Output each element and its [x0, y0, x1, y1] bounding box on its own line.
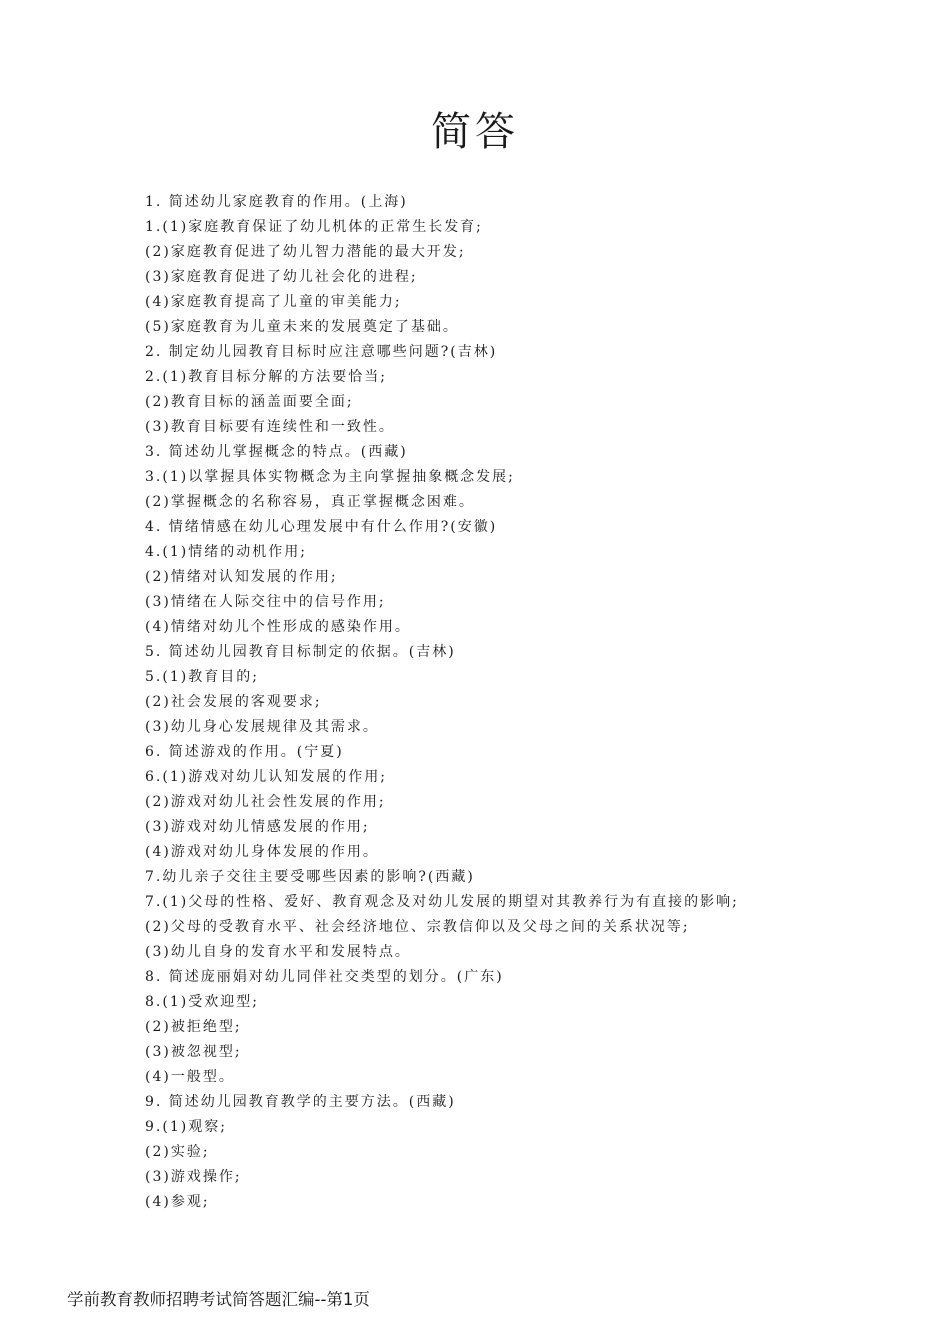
text-line: (2)父母的受教育水平、社会经济地位、宗教信仰以及父母之间的关系状况等; — [145, 919, 690, 935]
text-line: 1. 简述幼儿家庭教育的作用。(上海) — [145, 194, 408, 210]
text-line: (2)社会发展的客观要求; — [145, 694, 322, 710]
text-line: 2. 制定幼儿园教育目标时应注意哪些问题?(吉林) — [145, 344, 498, 360]
text-line: 5.(1)教育目的; — [145, 669, 259, 685]
text-line: (2)游戏对幼儿社会性发展的作用; — [145, 794, 386, 810]
text-line: 3.(1)以掌握具体实物概念为主向掌握抽象概念发展; — [145, 469, 515, 485]
text-line: (2)教育目标的涵盖面要全面; — [145, 394, 354, 410]
text-line: (4)一般型。 — [145, 1069, 235, 1085]
text-line: 6. 简述游戏的作用。(宁夏) — [145, 744, 344, 760]
text-line: (2)家庭教育促进了幼儿智力潜能的最大开发; — [145, 244, 466, 260]
text-line: 1.(1)家庭教育保证了幼儿机体的正常生长发育; — [145, 219, 483, 235]
document-body — [145, 190, 845, 1215]
text-line: (4)参观; — [145, 1194, 210, 1210]
text-line: (4)游戏对幼儿身体发展的作用。 — [145, 844, 379, 860]
text-line: 3. 简述幼儿掌握概念的特点。(西藏) — [145, 444, 408, 460]
text-line: 6.(1)游戏对幼儿认知发展的作用; — [145, 769, 387, 785]
text-line: 5. 简述幼儿园教育目标制定的依据。(吉林) — [145, 644, 456, 660]
page-footer: 学前教育教师招聘考试简答题汇编--第1页 — [67, 1290, 370, 1309]
page-title: 简答 — [431, 109, 519, 155]
text-line: 7.(1)父母的性格、爱好、教育观念及对幼儿发展的期望对其教养行为有直接的影响; — [145, 894, 739, 910]
text-line: (3)幼儿身心发展规律及其需求。 — [145, 719, 379, 735]
text-line: (2)情绪对认知发展的作用; — [145, 569, 338, 585]
text-line: (3)幼儿自身的发育水平和发展特点。 — [145, 944, 411, 960]
text-line: (5)家庭教育为儿童未来的发展奠定了基础。 — [145, 319, 459, 335]
text-line: 8.(1)受欢迎型; — [145, 994, 259, 1010]
text-line: (4)情绪对幼儿个性形成的感染作用。 — [145, 619, 411, 635]
text-line: (3)游戏对幼儿情感发展的作用; — [145, 819, 370, 835]
text-line: 2.(1)教育目标分解的方法要恰当; — [145, 369, 387, 385]
text-line: (2)实验; — [145, 1144, 210, 1160]
text-line: 7.幼儿亲子交往主要受哪些因素的影响?(西藏) — [145, 869, 475, 885]
text-line: (3)情绪在人际交往中的信号作用; — [145, 594, 386, 610]
text-line: 4.(1)情绪的动机作用; — [145, 544, 307, 560]
text-line: (2)被拒绝型; — [145, 1019, 242, 1035]
text-line: (2)掌握概念的名称容易，真正掌握概念困难。 — [145, 494, 475, 510]
text-line: (3)被忽视型; — [145, 1044, 242, 1060]
text-line: (4)家庭教育提高了儿童的审美能力; — [145, 294, 402, 310]
text-line: 9.(1)观察; — [145, 1119, 227, 1135]
text-line: 4. 情绪情感在幼儿心理发展中有什么作用?(安徽) — [145, 519, 498, 535]
text-line: 9. 简述幼儿园教育教学的主要方法。(西藏) — [145, 1094, 456, 1110]
text-line: (3)游戏操作; — [145, 1169, 242, 1185]
text-line: 8. 简述庞丽娟对幼儿同伴社交类型的划分。(广东) — [145, 969, 504, 985]
text-line: (3)教育目标要有连续性和一致性。 — [145, 419, 395, 435]
text-line: (3)家庭教育促进了幼儿社会化的进程; — [145, 269, 418, 285]
